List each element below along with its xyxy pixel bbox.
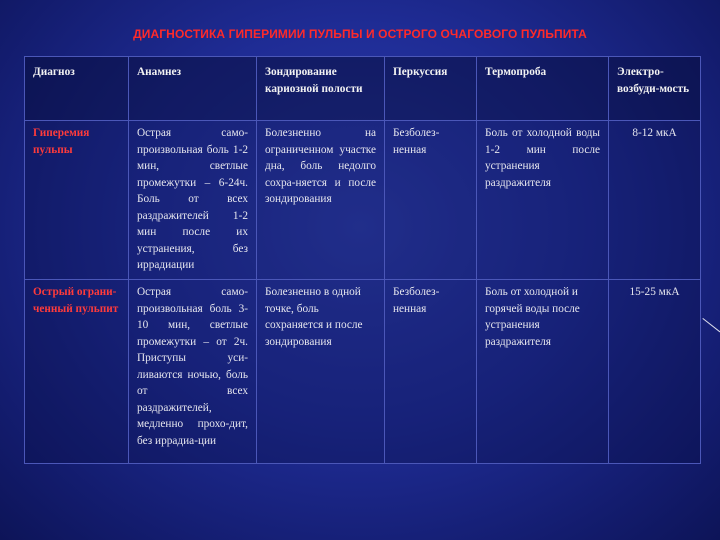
cell-diagnosis: Острый ограни-ченный пульпит [25,280,129,464]
cell-thermo: Боль от холодной и горячей воды после устранения раздражителя [477,280,609,464]
cell-thermo: Боль от холодной воды 1-2 мин после устранения раздражителя [477,121,609,280]
cell-diagnosis: Гиперемия пульпы [25,121,129,280]
cell-percussion: Безболез-ненная [385,121,477,280]
table-row [25,280,701,464]
header-anamnesis: Анамнез [129,57,257,121]
decorative-stroke [702,318,720,332]
cell-anamnesis: Острая само-произвольная боль 3-10 мин, светлые промежутки – от 2ч. Приступы уси-ливаются ночью, боль от всех раздражителей, медленно прохо-дит, без иррадиа-ции [129,280,257,464]
header-percussion: Перкуссия [385,57,477,121]
header-electro: Электро-возбуди-мость [609,57,701,121]
header-probing: Зондирование кариозной полости [257,57,385,121]
cell-probing: Болезненно в одной точке, боль сохраняется и после зондирования [257,280,385,464]
table-header-row [25,57,701,121]
cell-percussion: Безболез-ненная [385,280,477,464]
cell-probing: Болезненно на ограниченном участке дна, боль недолго сохра-няется и после зондирования [257,121,385,280]
cell-electro: 8-12 мкА [609,121,701,280]
diagnosis-table [24,56,701,464]
table-row [25,121,701,280]
cell-anamnesis: Острая само-произвольная боль 1-2 мин, светлые промежутки – 6-24ч. Боль от всех раздражителей 1-2 мин после их устранения, без иррадиации [129,121,257,280]
slide-title: ДИАГНОСТИКА ГИПЕРИМИИ ПУЛЬПЫ И ОСТРОГО ОЧАГОВОГО ПУЛЬПИТА [133,27,587,41]
header-diagnosis: Диагноз [25,57,129,121]
header-thermo: Термопроба [477,57,609,121]
cell-electro: 15-25 мкА [609,280,701,464]
